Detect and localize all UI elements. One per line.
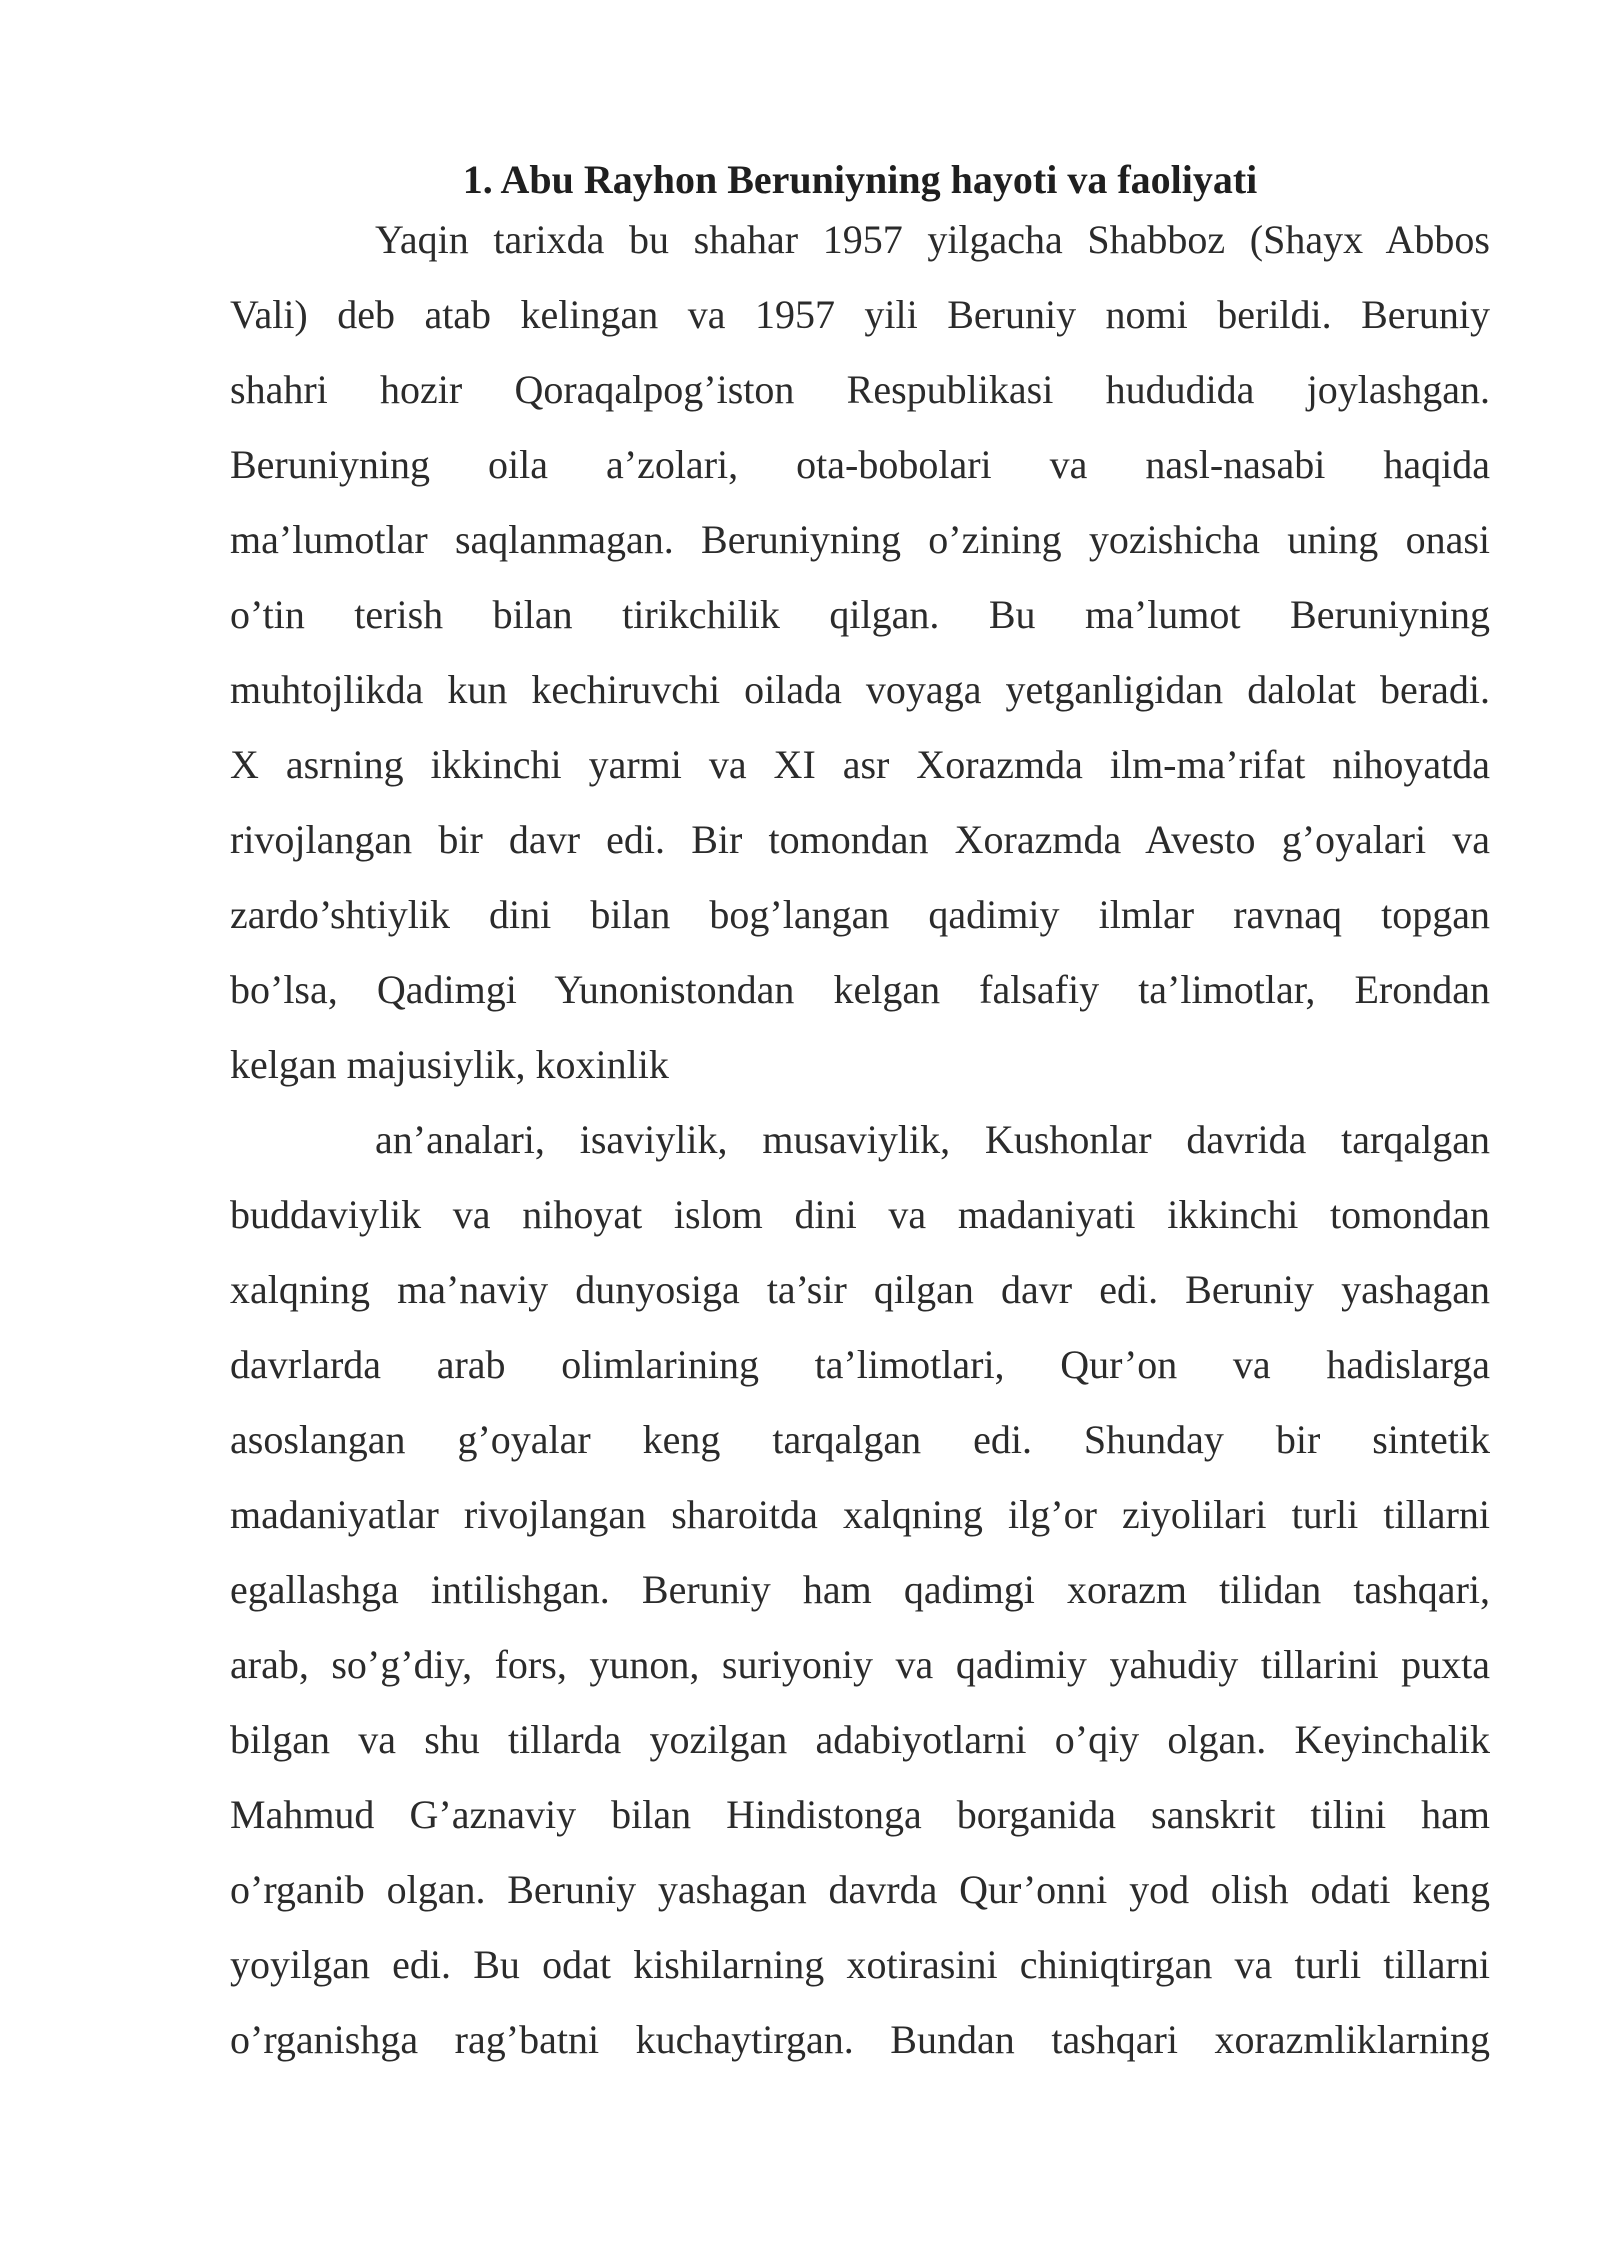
text-line: buddaviylik va nihoyat islom dini va madaniyati ikkinchi tomondan bbox=[230, 1192, 1490, 1237]
text-line: Beruniyning oila a’zolari, ota-bobolari va nasl-nasabi haqida bbox=[230, 442, 1490, 487]
text-line: kelgan majusiylik, koxinlik bbox=[230, 1042, 669, 1087]
text-line: Yaqin tarixda bu shahar 1957 yilgacha Shabboz (Shayx Abbos bbox=[375, 217, 1490, 262]
text-line: davrlarda arab olimlarining ta’limotlari, Qur’on va hadislarga bbox=[230, 1342, 1490, 1387]
text-line: shahri hozir Qoraqalpog’iston Respublikasi hududida joylashgan. bbox=[230, 367, 1490, 412]
text-line: egallashga intilishgan. Beruniy ham qadimgi xorazm tilidan tashqari, bbox=[230, 1567, 1490, 1612]
text-line: Mahmud G’aznaviy bilan Hindistonga borganida sanskrit tilini ham bbox=[230, 1792, 1490, 1837]
text-line: o’rganishga rag’batni kuchaytirgan. Bundan tashqari xorazmliklarning bbox=[230, 2017, 1490, 2062]
text-line: an’analari, isaviylik, musaviylik, Kushonlar davrida tarqalgan bbox=[375, 1117, 1490, 1162]
text-line: zardo’shtiylik dini bilan bog’langan qadimiy ilmlar ravnaq topgan bbox=[230, 892, 1490, 937]
text-line: rivojlangan bir davr edi. Bir tomondan Xorazmda Avesto g’oyalari va bbox=[230, 817, 1490, 862]
text-line: X asrning ikkinchi yarmi va XI asr Xorazmda ilm-ma’rifat nihoyatda bbox=[230, 742, 1490, 787]
section-title: 1. Abu Rayhon Beruniyning hayoti va faoliyati bbox=[462, 157, 1258, 202]
paragraph-2 bbox=[230, 1110, 1490, 2085]
text-line: asoslangan g’oyalar keng tarqalgan edi. Shunday bir sintetik bbox=[230, 1417, 1490, 1462]
text-line: o’tin terish bilan tirikchilik qilgan. Bu ma’lumot Beruniyning bbox=[230, 592, 1490, 637]
paragraph-1 bbox=[230, 210, 1490, 1110]
text-line: madaniyatlar rivojlangan sharoitda xalqning ilg’or ziyolilari turli tillarni bbox=[230, 1492, 1490, 1537]
text-line: bilgan va shu tillarda yozilgan adabiyotlarni o’qiy olgan. Keyinchalik bbox=[230, 1717, 1490, 1762]
text-line: ma’lumotlar saqlanmagan. Beruniyning o’zining yozishicha uning onasi bbox=[230, 517, 1490, 562]
text-line: yoyilgan edi. Bu odat kishilarning xotirasini chiniqtirgan va turli tillarni bbox=[230, 1942, 1490, 1987]
text-line: arab, so’g’diy, fors, yunon, suriyoniy va qadimiy yahudiy tillarini puxta bbox=[230, 1642, 1490, 1687]
text-line: xalqning ma’naviy dunyosiga ta’sir qilgan davr edi. Beruniy yashagan bbox=[230, 1267, 1490, 1312]
text-line: o’rganib olgan. Beruniy yashagan davrda Qur’onni yod olish odati keng bbox=[230, 1867, 1490, 1912]
document-body bbox=[230, 150, 1490, 2085]
text-line: bo’lsa, Qadimgi Yunonistondan kelgan falsafiy ta’limotlar, Erondan bbox=[230, 967, 1490, 1012]
text-line: Vali) deb atab kelingan va 1957 yili Beruniy nomi berildi. Beruniy bbox=[230, 292, 1490, 337]
text-line: muhtojlikda kun kechiruvchi oilada voyaga yetganligidan dalolat beradi. bbox=[230, 667, 1490, 712]
